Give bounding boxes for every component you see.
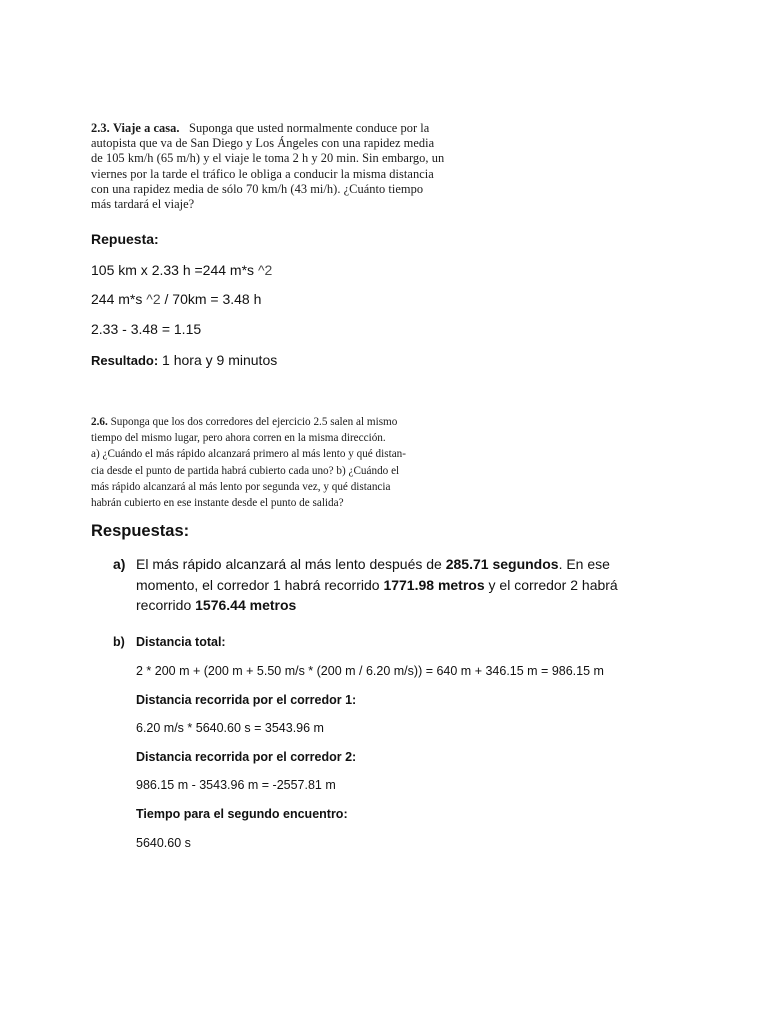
answer-value: 1576.44 metros (195, 597, 297, 613)
exponent: ^2 (257, 262, 273, 278)
problem-2-6-scan (91, 414, 406, 511)
problem-text-line: viernes por la tarde el tráfico le obliga a conducir la misma distancia (91, 166, 434, 181)
calc-text: 244 m*s (91, 291, 147, 307)
problem-2-3-first-line (91, 121, 483, 136)
runner1-distance-value: 6.20 m/s * 5640.60 s = 3543.96 m (136, 721, 324, 735)
problem-2-3-scan (91, 121, 483, 212)
problem-text-line: Suponga que usted normalmente conduce por la (189, 121, 430, 135)
result-label: Resultado: (91, 353, 159, 368)
runner2-distance-label: Distancia recorrida por el corredor 2: (136, 750, 357, 764)
list-marker-a: a) (113, 556, 126, 572)
total-distance-label: Distancia total: (136, 635, 226, 649)
answer-heading: Repuesta: (91, 231, 159, 247)
calc-line-3: 2.33 - 3.48 = 1.15 (91, 321, 202, 337)
second-meeting-time-label: Tiempo para el segundo encuentro: (136, 807, 348, 821)
calc-line-1 (91, 262, 272, 278)
answer-a-text (136, 554, 636, 616)
answers-heading: Respuestas: (91, 522, 190, 540)
problem-text-line: habrán cubierto en ese instante desde el punto de salida? (91, 497, 344, 510)
calc-text: / 70km = 3.48 h (160, 291, 262, 307)
answer-value: 1771.98 metros (383, 576, 485, 593)
answer-text: El más rápido alcanzará al más lento después de (136, 556, 446, 572)
problem-text-line: autopista que va de San Diego y Los Ángeles con una rapidez media (91, 136, 435, 151)
calc-text: 105 km x 2.33 h =244 m*s (91, 262, 258, 278)
total-distance-value: 2 * 200 m + (200 m + 5.50 m/s * (200 m / 6.20 m/s)) = 640 m + 346.15 m = 986.15 m (136, 664, 604, 678)
problem-number: 2.6. (91, 416, 108, 428)
problem-title: Viaje a casa. (112, 121, 180, 135)
calc-line-2 (91, 291, 261, 307)
problem-text-line: cia desde el punto de partida habrá cubierto cada uno? b) ¿Cuándo el (91, 464, 400, 477)
problem-text-line: tiempo del mismo lugar, pero ahora corren en la misma dirección. (91, 432, 386, 445)
list-marker-b: b) (113, 635, 125, 649)
runner2-distance-value: 986.15 m - 3543.96 m = -2557.81 m (136, 778, 336, 792)
answer-value: 285.71 segundos (445, 556, 559, 572)
answer-text: . En ese momento, el corredor 1 habrá recorrido (136, 556, 610, 593)
runner1-distance-label: Distancia recorrida por el corredor 1: (136, 693, 357, 707)
result-value: 1 hora y 9 minutos (158, 352, 278, 368)
problem-text-line: de 105 km/h (65 m/h) y el viaje le toma 2 h y 20 min. Sin embargo, un (91, 151, 445, 166)
problem-2-6-first-line (91, 414, 397, 430)
problem-text-line: más rápido alcanzará al más lento por segunda vez, y qué distancia (91, 480, 391, 493)
problem-text-line: a) ¿Cuándo el más rápido alcanzará primero al más lento y qué distan- (91, 448, 406, 461)
problem-text-line: más tardará el viaje? (91, 197, 195, 212)
second-meeting-time-value: 5640.60 s (136, 836, 191, 850)
problem-number: 2.3. (91, 121, 110, 135)
exponent: ^2 (146, 291, 161, 307)
problem-text-line: Suponga que los dos corredores del ejercicio 2.5 salen al mismo (110, 416, 398, 428)
result-line (91, 352, 277, 368)
answer-text: y el corredor 2 habrá recorrido (136, 576, 618, 613)
problem-text-line: con una rapidez media de sólo 70 km/h (43 mi/h). ¿Cuánto tiempo (91, 181, 424, 196)
